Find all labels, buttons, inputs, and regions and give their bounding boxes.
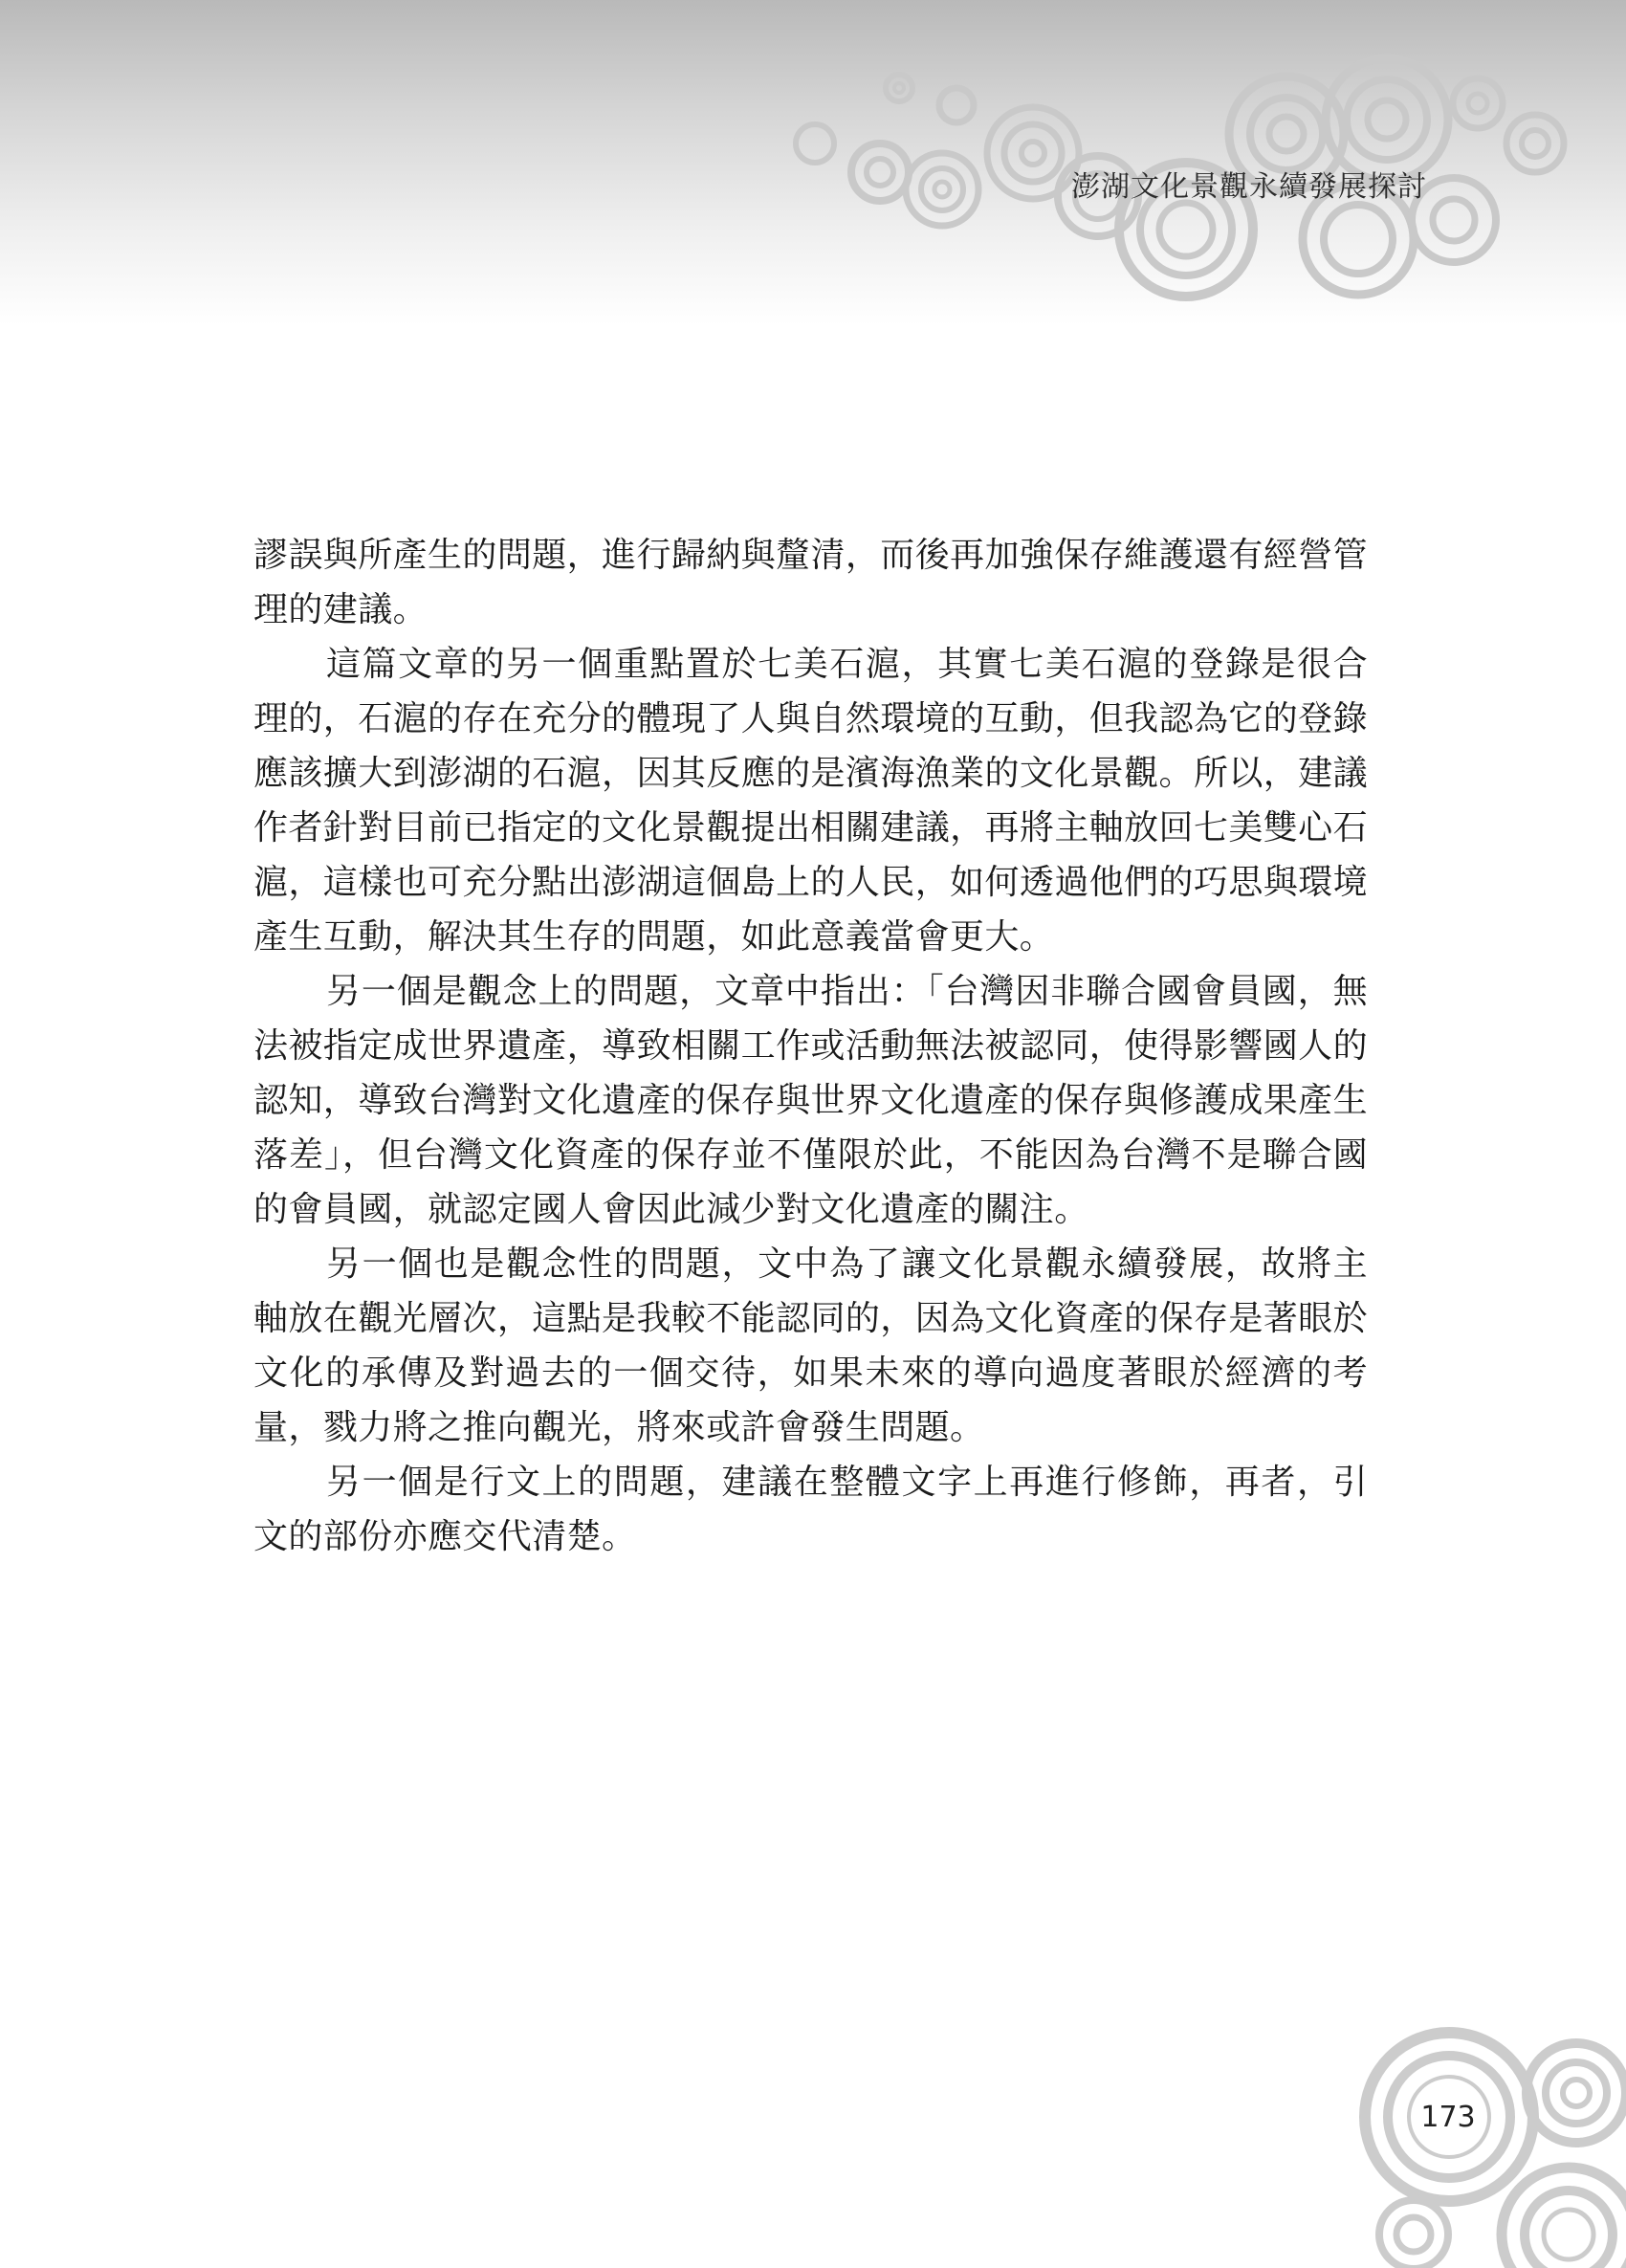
paragraph: 另一個是行文上的問題，建議在整體文字上再進行修飾，再者，引文的部份亦應交代清楚。 — [253, 1463, 1368, 1556]
page-number: 173 — [1420, 2101, 1476, 2134]
paragraph: 另一個是觀念上的問題，文章中指出：「台灣因非聯合國會員國，無法被指定成世界遺產，導致相關工作或活動無法被認同，使得影響國人的認知，導致台灣對文化遺產的保存與世界文化遺產的保存與修護成果產生落差」，但台灣文化資產的保存並不僅限於此，不能因為台灣不是聯合國的會員國，就認定國人會因此減少對文化遺產的關注。 — [253, 972, 1368, 1229]
paragraph: 另一個也是觀念性的問題，文中為了讓文化景觀永續發展，故將主軸放在觀光層次，這點是我較不能認同的，因為文化資產的保存是著眼於文化的承傳及對過去的一個交待，如果未來的導向過度著眼於經濟的考量，戮力將之推向觀光，將來或許會發生問題。 — [253, 1244, 1368, 1447]
body-text — [253, 528, 1368, 1564]
paragraph: 這篇文章的另一個重點置於七美石滬，其實七美石滬的登錄是很合理的，石滬的存在充分的體現了人與自然環境的互動，但我認為它的登錄應該擴大到澎湖的石滬，因其反應的是濱海漁業的文化景觀。所以，建議作者針對目前已指定的文化景觀提出相關建議，再將主軸放回七美雙心石滬，這樣也可充分點出澎湖這個島上的人民，如何透過他們的巧思與環境產生互動，解決其生存的問題，如此意義當會更大。 — [253, 645, 1368, 957]
paragraph: 謬誤與所產生的問題，進行歸納與釐清，而後再加強保存維護還有經營管理的建議。 — [253, 536, 1368, 629]
running-title: 澎湖文化景觀永續發展探討 — [1071, 170, 1427, 204]
decorative-circles-footer — [1339, 2018, 1626, 2268]
